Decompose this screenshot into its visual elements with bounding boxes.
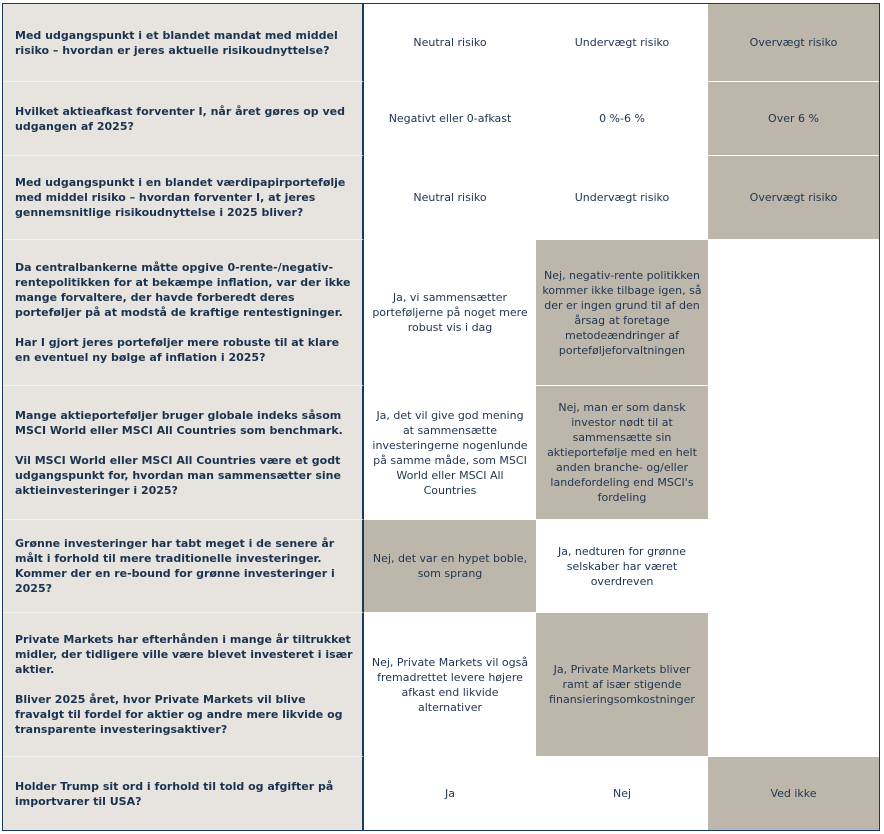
answer-cell-empty xyxy=(708,386,879,520)
question-cell: Private Markets har efterhånden i mange år tiltrukket midler, der tidligere ville være blevet investeret i især aktier. Bliver 2025 året, hvor Private Markets vil blive fravalgt til fordel for aktier og andre mere likvide og transparente investeringsaktiver? xyxy=(3,613,364,757)
question-cell: Holder Trump sit ord i forhold til told og afgifter på importvarer til USA? xyxy=(3,757,364,830)
answer-cell-empty xyxy=(708,240,879,386)
answer-cell: Neutral risiko xyxy=(364,4,536,82)
answer-cell-highlighted: Nej, det var en hypet boble, som sprang xyxy=(364,520,536,613)
answer-cell: Ja, det vil give god mening at sammensætte investeringerne nogenlunde på samme måde, som MSCI World eller MSCI All Countries xyxy=(364,386,536,520)
answer-cell-highlighted: Nej, man er som dansk investor nødt til at sammensætte sin aktieportefølje med en helt anden branche- og/eller landefordeling end MSCI's fordeling xyxy=(536,386,708,520)
question-cell: Med udgangspunkt i en blandet værdipapirportefølje med middel risiko – hvordan forventer I, at jeres gennemsnitlige risikoudnyttelse i 2025 bliver? xyxy=(3,156,364,240)
answer-cell-empty xyxy=(708,613,879,757)
survey-table xyxy=(2,3,880,831)
answer-cell-empty xyxy=(708,520,879,613)
answer-cell: Ja, nedturen for grønne selskaber har været overdreven xyxy=(536,520,708,613)
answer-cell: Negativt eller 0-afkast xyxy=(364,82,536,156)
answer-cell: Ja, vi sammensætter porteføljerne på noget mere robust vis i dag xyxy=(364,240,536,386)
answer-cell: Nej, Private Markets vil også fremadrettet levere højere afkast end likvide alternativer xyxy=(364,613,536,757)
question-cell: Mange aktieporteføljer bruger globale indeks såsom MSCI World eller MSCI All Countries som benchmark. Vil MSCI World eller MSCI All Countries være et godt udgangspunkt for, hvordan man sammensætter sine aktieinvesteringer i 2025? xyxy=(3,386,364,520)
answer-cell-highlighted: Ved ikke xyxy=(708,757,879,830)
question-cell: Med udgangspunkt i et blandet mandat med middel risiko – hvordan er jeres aktuelle risikoudnyttelse? xyxy=(3,4,364,82)
answer-cell-highlighted: Ja, Private Markets bliver ramt af især stigende finansieringsomkostninger xyxy=(536,613,708,757)
answer-cell-highlighted: Over 6 % xyxy=(708,82,879,156)
answer-cell: Neutral risiko xyxy=(364,156,536,240)
answer-cell-highlighted: Overvægt risiko xyxy=(708,156,879,240)
question-cell: Da centralbankerne måtte opgive 0-rente-/negativ-rentepolitikken for at bekæmpe inflation, var der ikke mange forvaltere, der havde forberedt deres porteføljer på at modstå de kraftige rentestigninger. Har I gjort jeres porteføljer mere robuste til at klare en eventuel ny bølge af inflation i 2025? xyxy=(3,240,364,386)
answer-cell: Ja xyxy=(445,787,455,800)
answer-cell: Undervægt risiko xyxy=(536,4,708,82)
answer-cell: Nej xyxy=(612,787,632,800)
answer-cell-highlighted: Nej, negativ-rente politikken kommer ikke tilbage igen, så der er ingen grund til af den årsag at foretage metodeændringer af porteføljeforvaltningen xyxy=(536,240,708,386)
answer-cell: Undervægt risiko xyxy=(536,156,708,240)
question-cell: Grønne investeringer har tabt meget i de senere år målt i forhold til mere traditionelle investeringer. Kommer der en re-bound for grønne investeringer i 2025? xyxy=(3,520,364,613)
answer-cell-highlighted: Overvægt risiko xyxy=(708,4,879,82)
answer-cell: 0 %-6 % xyxy=(536,82,708,156)
question-cell: Hvilket aktieafkast forventer I, når året gøres op ved udgangen af 2025? xyxy=(3,82,364,156)
